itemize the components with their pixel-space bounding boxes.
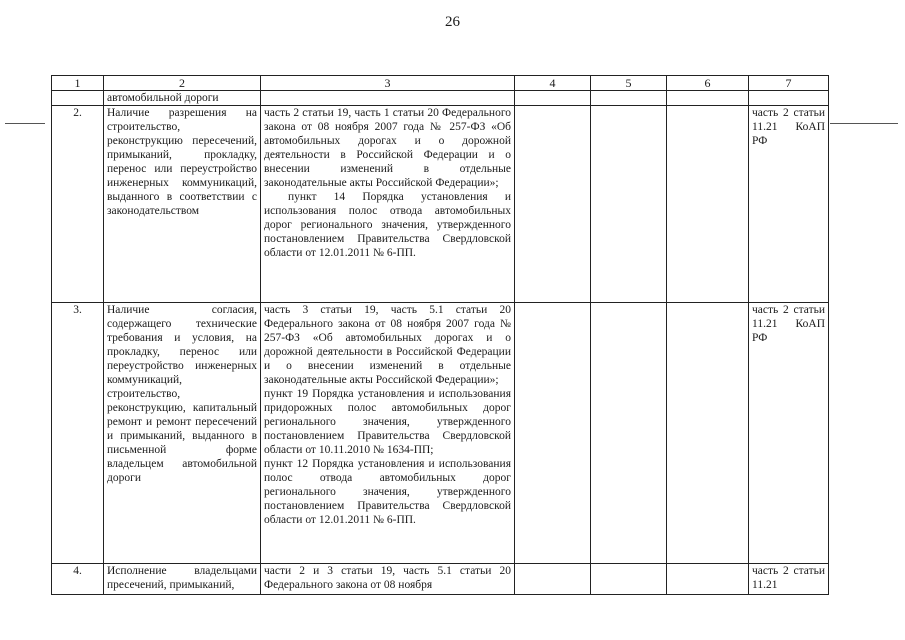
column-header: 5 xyxy=(591,76,667,91)
liability-text: часть 2 статьи 11.21 КоАП РФ xyxy=(749,303,829,564)
legal-basis-paragraph: пункт 19 Порядка установления и использования придорожных полос автомобильных дорог регионального значения, утвержденного постановлением Правительства Свердловской области от 10.11.2010 № 1634-ПП; xyxy=(264,388,511,456)
row-number: 3. xyxy=(52,303,104,564)
legal-basis-paragraph: часть 3 статьи 19, часть 5.1 статьи 20 Федерального закона от 08 ноября 2007 года № 257-ФЗ «Об автомобильных дорогах и о дорожной деятельности в Российской Федерации и о внесении изменений в отдельные законодательные акты Российской Федерации»; xyxy=(264,304,511,386)
column-header: 1 xyxy=(52,76,104,91)
column-header: 2 xyxy=(104,76,261,91)
table-row xyxy=(52,303,829,564)
legal-basis-paragraph: пункт 12 Порядка установления и использования полос отвода автомобильных дорог регионального значения, утвержденного постановлением Правительства Свердловской области от 12.01.2011 № 6-ПП. xyxy=(264,458,511,526)
table-row xyxy=(52,106,829,303)
continuation-text: автомобильной дороги xyxy=(104,91,261,106)
requirement-text: Наличие разрешения на строительство, реконструкцию пересечений, примыканий, прокладку, перенос или переустройство инженерных коммуникаций, выданного в соответствии с законодательством xyxy=(104,106,261,303)
scan-line-left xyxy=(5,123,45,124)
legal-basis-paragraph: пункт 14 Порядка установления и использования полос отвода автомобильных дорог регионального значения, утвержденного постановлением Правительства Свердловской области от 12.01.2011 № 6-ПП. xyxy=(264,191,511,259)
requirements-table xyxy=(51,75,829,595)
legal-basis-paragraph: часть 2 статьи 19, часть 1 статьи 20 Федерального закона от 08 ноября 2007 года № 257-ФЗ «Об автомобильных дорогах и о дорожной деятельности в Российской Федерации и о внесении изменений в отдельные законодательные акты Российской Федерации»; xyxy=(264,107,511,189)
column-header: 3 xyxy=(261,76,515,91)
row-number: 4. xyxy=(52,564,104,595)
requirement-text: Наличие согласия, содержащего технические требования и условия, на прокладку, перенос или переустройство инженерных коммуникаций, строительство, реконструкцию, капитальный ремонт и ремонт пересечений и примыканий, выданного в письменной форме владельцем автомобильной дороги xyxy=(104,303,261,564)
column-header: 6 xyxy=(667,76,749,91)
requirement-text: Исполнение владельцами пресечений, примыканий, xyxy=(104,564,261,595)
column-header: 7 xyxy=(749,76,829,91)
continuation-row xyxy=(52,91,829,106)
liability-text: часть 2 статьи 11.21 КоАП РФ xyxy=(749,106,829,303)
row-number: 2. xyxy=(52,106,104,303)
liability-text: часть 2 статьи 11.21 xyxy=(749,564,829,595)
column-header: 4 xyxy=(515,76,591,91)
legal-basis-cell xyxy=(261,106,515,303)
table-row xyxy=(52,564,829,595)
legal-basis-cell xyxy=(261,564,515,595)
page-number: 26 xyxy=(445,14,460,30)
scan-line-right xyxy=(830,123,898,124)
legal-basis-paragraph: части 2 и 3 статьи 19, часть 5.1 статьи 20 Федерального закона от 08 ноября xyxy=(264,565,511,591)
legal-basis-cell xyxy=(261,303,515,564)
header-row xyxy=(52,76,829,91)
